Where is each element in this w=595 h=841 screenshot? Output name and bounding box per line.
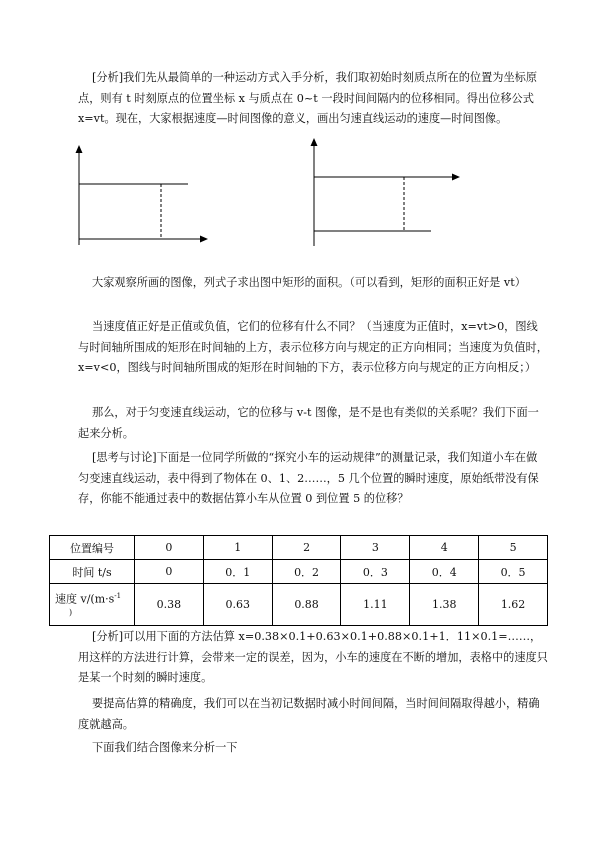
x-arrow	[452, 174, 460, 181]
paragraph-estimate: [分析]可以用下面的方法估算 x=0.38×0.1+0.63×0.1+0.88×0.1+1．11×0.1=……，用这样的方法进行计算，会带来一定的误差，因为，小车的速度在不断的增加，表格中的速度只是某一个时刻的瞬时速度。	[78, 630, 548, 684]
table-row	[50, 560, 548, 584]
table-cell: 0.63	[203, 584, 272, 626]
paragraph-next: 下面我们结合图像来分析一下	[92, 741, 238, 754]
table-cell: 0．1	[203, 560, 272, 584]
paragraph-sign-of-velocity: 当速度值正好是正值或负值，它们的位移有什么不同？（当速度为正值时，x=vt>0，图线与时间轴所围成的矩形在时间轴的上方，表示位移方向与规定的正方向相同；当速度为负值时，x=v<0，图线与时间轴所围成的矩形在时间轴的下方，表示位移方向与规定的正方向相反；）	[78, 320, 548, 374]
paragraph-rectangle-area: 大家观察所画的图像，列式子求出图中矩形的面积。（可以看到，矩形的面积正好是 vt）	[92, 276, 526, 289]
table-cell: 0．5	[479, 560, 548, 584]
table-row	[50, 536, 548, 560]
table-cell: 1.11	[341, 584, 410, 626]
x-arrow	[200, 236, 208, 243]
table-cell: 0.88	[272, 584, 341, 626]
paragraph-discussion: [思考与讨论]下面是一位同学所做的“探究小车的运动规律”的测量记录，我们知道小车在做匀变速直线运动，表中得到了物体在 0、1、2……，5 几个位置的瞬时速度，原始纸带没有保存，你能不能通过表中的数据估算小车从位置 0 到位置 5 的位移？	[78, 451, 539, 505]
vt-graph-second	[305, 138, 470, 250]
velocity-table	[49, 535, 548, 626]
row-label-velocity: 速度 $v/(m\cdot s^{-1}$ )	[50, 584, 135, 626]
table-cell: 0	[135, 536, 204, 560]
table-row	[50, 584, 548, 626]
y-arrow	[311, 138, 318, 146]
table-cell: 5	[479, 536, 548, 560]
paragraph-analysis-uniform: [分析]我们先从最简单的一种运动方式入手分析，我们取初始时刻质点所在的位置为坐标原点，则有 t 时刻原点的位置坐标 x 与质点在 0~t 一段时间间隔内的位移相同。得出位移公式 x=vt。现在，大家根据速度—时间图像的意义，画出匀速直线运动的速度—时间图像。	[78, 71, 538, 125]
row-label-time: 时间 t/s	[50, 560, 135, 584]
table-cell: 0．4	[410, 560, 479, 584]
table-cell: 1	[203, 536, 272, 560]
table-cell: 0．3	[341, 560, 410, 584]
table-cell: 2	[272, 536, 341, 560]
row-label-position: 位置编号	[50, 536, 135, 560]
y-arrow	[76, 145, 83, 153]
table-cell: 3	[341, 536, 410, 560]
table-cell: 0．2	[272, 560, 341, 584]
vt-graph-positive	[70, 145, 215, 250]
table-cell: 1.38	[410, 584, 479, 626]
table-cell: 0.38	[135, 584, 204, 626]
paragraph-precision: 要提高估算的精确度，我们可以在当初记数据时减小时间间隔，当时间间隔取得越小，精确度就越高。	[78, 697, 540, 731]
table-cell: 4	[410, 536, 479, 560]
table-cell: 0	[135, 560, 204, 584]
table-cell: 1.62	[479, 584, 548, 626]
paragraph-uniform-acceleration: 那么，对于匀变速直线运动，它的位移与 v-t 图像，是不是也有类似的关系呢？我们下面一起来分析。	[78, 406, 539, 440]
